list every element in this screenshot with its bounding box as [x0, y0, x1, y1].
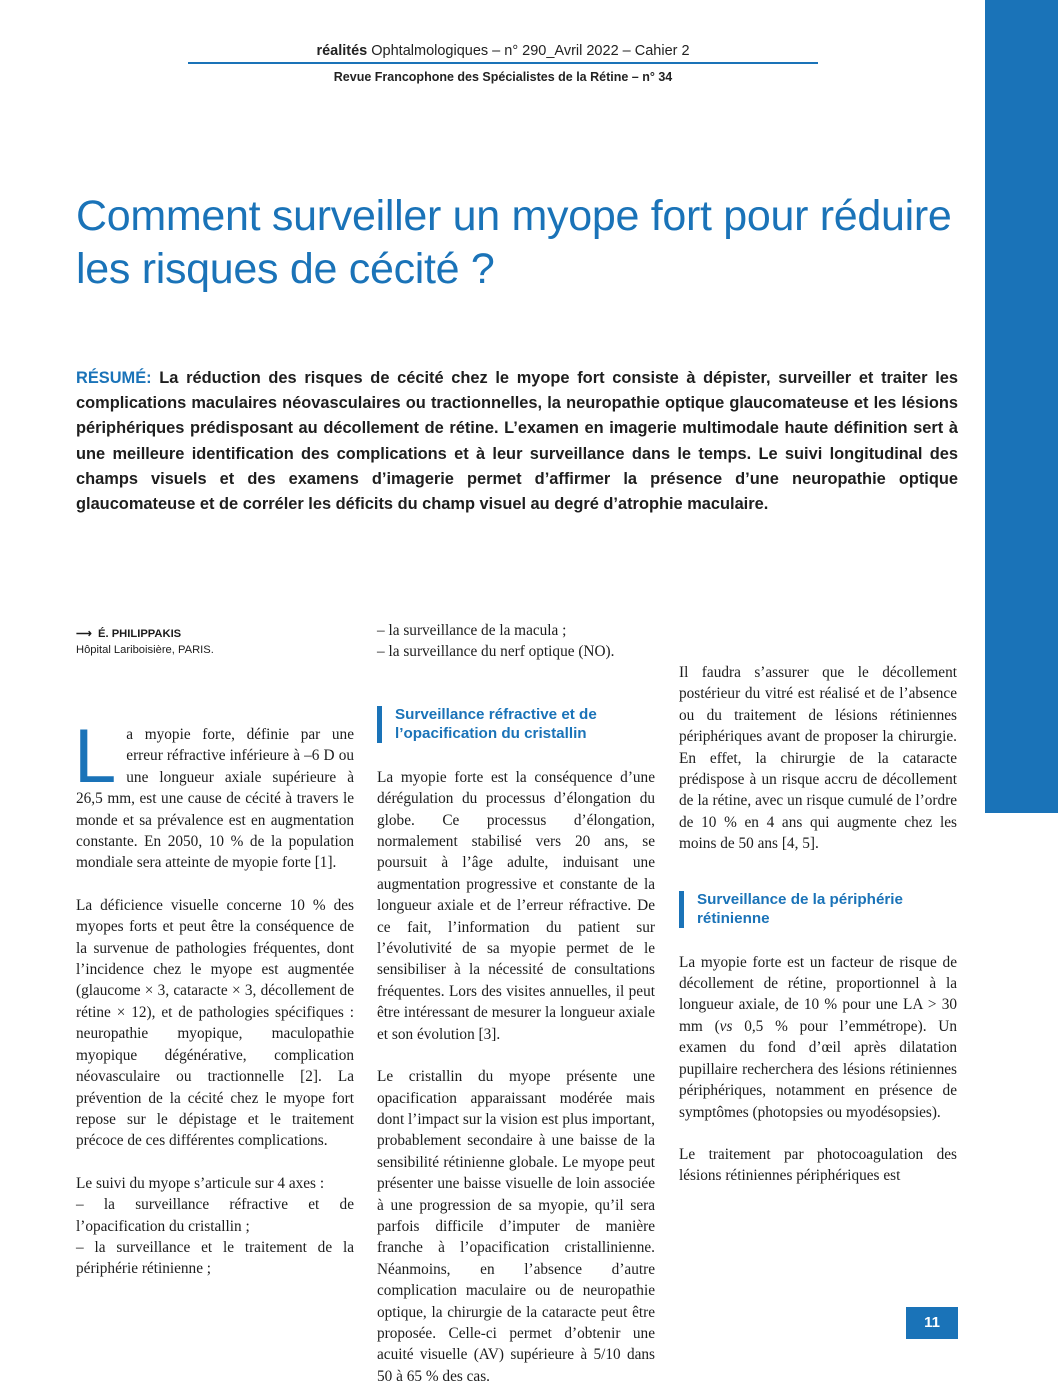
- section-heading-text: Surveillance de la périphérie rétinienne: [697, 890, 903, 927]
- abstract-label: RÉSUMÉ:: [76, 369, 152, 387]
- paragraph-text: 0,5 % pour l’emmétrope). Un examen du fond d’œil après dilatation pupillaire recherchera des lésions rétiniennes périphériques, notamment en présence de symptômes (photopsies ou myodésopsies).: [679, 1017, 957, 1121]
- paragraph: [679, 952, 957, 1123]
- paragraph: Le cristallin du myope présente une opacification apparaissant modérée mais dont l’impact sur la vision est plus important, probablement secondaire à une baisse de la sensibilité rétinienne globale. Le myope peut présenter une baisse visuelle de loin associée à une progression de sa myopie, qu’il sera parfois difficile d’imputer de manière franche à l’opacification cristallinienne. Néanmoins, en l’absence d’autre complication maculaire ou de neuropathie optique, la chirurgie de la cataracte peut être proposée. Celle-ci permet d’obtenir une acuité visuelle (AV) supérieure à 5/10 dans 50 à 65 % des cas.: [377, 1068, 655, 1385]
- column-2: [377, 620, 655, 1387]
- header-rule: [188, 62, 818, 64]
- journal-brand: réalités: [316, 43, 368, 59]
- paragraph-text: La myopie forte est un facteur de risque de décollement de rétine, proportionnel à la longueur axiale, de 10 % pour une LA > 30 mm (: [679, 953, 957, 1035]
- journal-subheader: Revue Francophone des Spécialistes de la Rétine – n° 34: [333, 70, 673, 84]
- paragraph: La myopie forte est la conséquence d’une dérégulation du processus d’élongation du globe. Ce processus d’élongation, normalement stabilisé vers 20 ans, se poursuit à l’âge adulte, induisant une augmentation progressive et constante de la longueur axiale et de l’erreur réfractive. De ce fait, l’information du patient sur l’évolutivité de sa myopie permet de le sensibiliser à la nécessité de consultations fréquentes. Lors des visites annuelles, il peut être intéressant de mesurer la longueur axiale et son évolution [3].: [377, 768, 655, 1043]
- arrow-icon: ⟶: [76, 628, 93, 640]
- drop-cap: L: [74, 714, 117, 799]
- journal-issue: Ophtalmologiques – n° 290_Avril 2022 – Cahier 2: [367, 43, 690, 59]
- italic-text: vs: [719, 1017, 733, 1035]
- list-item: – la surveillance réfractive et de l’opacification du cristallin ;: [76, 1196, 354, 1235]
- list-item: – la surveillance de la macula ;: [377, 622, 567, 639]
- author-affiliation: Hôpital Lariboisière, PARIS.: [76, 644, 214, 656]
- paragraph: Le traitement par photocoagulation des lésions rétiniennes périphériques est: [679, 1145, 957, 1185]
- list-item: – la surveillance et le traitement de la périphérie rétinienne ;: [76, 1238, 354, 1278]
- section-bar: [679, 891, 684, 928]
- author-name: É. PHILIPPAKIS: [98, 628, 182, 640]
- article-title: Comment surveiller un myope fort pour réduire les risques de cécité ?: [76, 192, 952, 293]
- page-number: 11: [906, 1307, 958, 1339]
- section-heading: [679, 890, 957, 928]
- intro-paragraph: [74, 714, 354, 874]
- paragraph: Le suivi du myope s’articule sur 4 axes :: [76, 1174, 325, 1192]
- abstract-text: La réduction des risques de cécité chez le myope fort consiste à dépister, surveiller et traiter les complications maculaires néovasculaires ou tractionnelles, la neuropathie optique glaucomateuse et les lésions périphériques prédisposant au décollement de rétine. L’examen en imagerie multimodale haute définition sert à une meilleure identification des complications et à leur surveillance dans le temps. Le suivi longitudinal des champs visuels et des examens d’imagerie permet d’affirmer la présence d’une neuropathie optique glaucomateuse et de corréler les déficits du champ visuel au degré d’atrophie maculaire.: [76, 369, 958, 514]
- section-heading: [377, 705, 655, 743]
- abstract: [76, 366, 958, 517]
- author-line: [76, 626, 354, 642]
- section-heading-text: Surveillance réfractive et de l’opacification du cristallin: [395, 705, 597, 742]
- paragraph: Il faudra s’assurer que le décollement postérieur du vitré est réalisé et de l’absence ou du traitement de lésions rétiniennes périphériques avant de proposer la chirurgie. En effet, la chirurgie de la cataracte prédispose à un risque accru de décollement de la rétine, avec un risque cumulé de l’ordre de 10 % en 4 ans qui augmente chez les moins de 50 ans [4, 5].: [679, 664, 957, 853]
- list-item: – la surveillance du nerf optique (NO).: [377, 643, 615, 661]
- intro-text: a myopie forte, définie par une erreur réfractive inférieure à –6 D ou une longueur axiale supérieure à 26,5 mm, est une cause de cécité à travers le monde et sa prévalence est en augmentation constante. En 2050, 10 % de la population mondiale sera atteinte de myopie forte [1].: [76, 726, 354, 872]
- column-1: [76, 620, 354, 1280]
- column-3: [679, 620, 957, 1187]
- paragraph: La déficience visuelle concerne 10 % des myopes forts et peut être la conséquence de la survenue de pathologies fréquentes, dont l’incidence chez le myope est augmentée (glaucome × 3, cataracte × 3, décollement de rétine × 12), et de pathologies spécifiques : neuropathie myopique, maculopathie myopique dégénérative, complication néovasculaire ou tractionnelle [2]. La prévention de la cécité chez le myope fort repose sur le dépistage et le traitement précoce de ces différentes complications.: [76, 896, 354, 1150]
- section-bar: [377, 706, 382, 743]
- journal-header: [188, 43, 818, 59]
- blue-side-tab: [985, 0, 1058, 813]
